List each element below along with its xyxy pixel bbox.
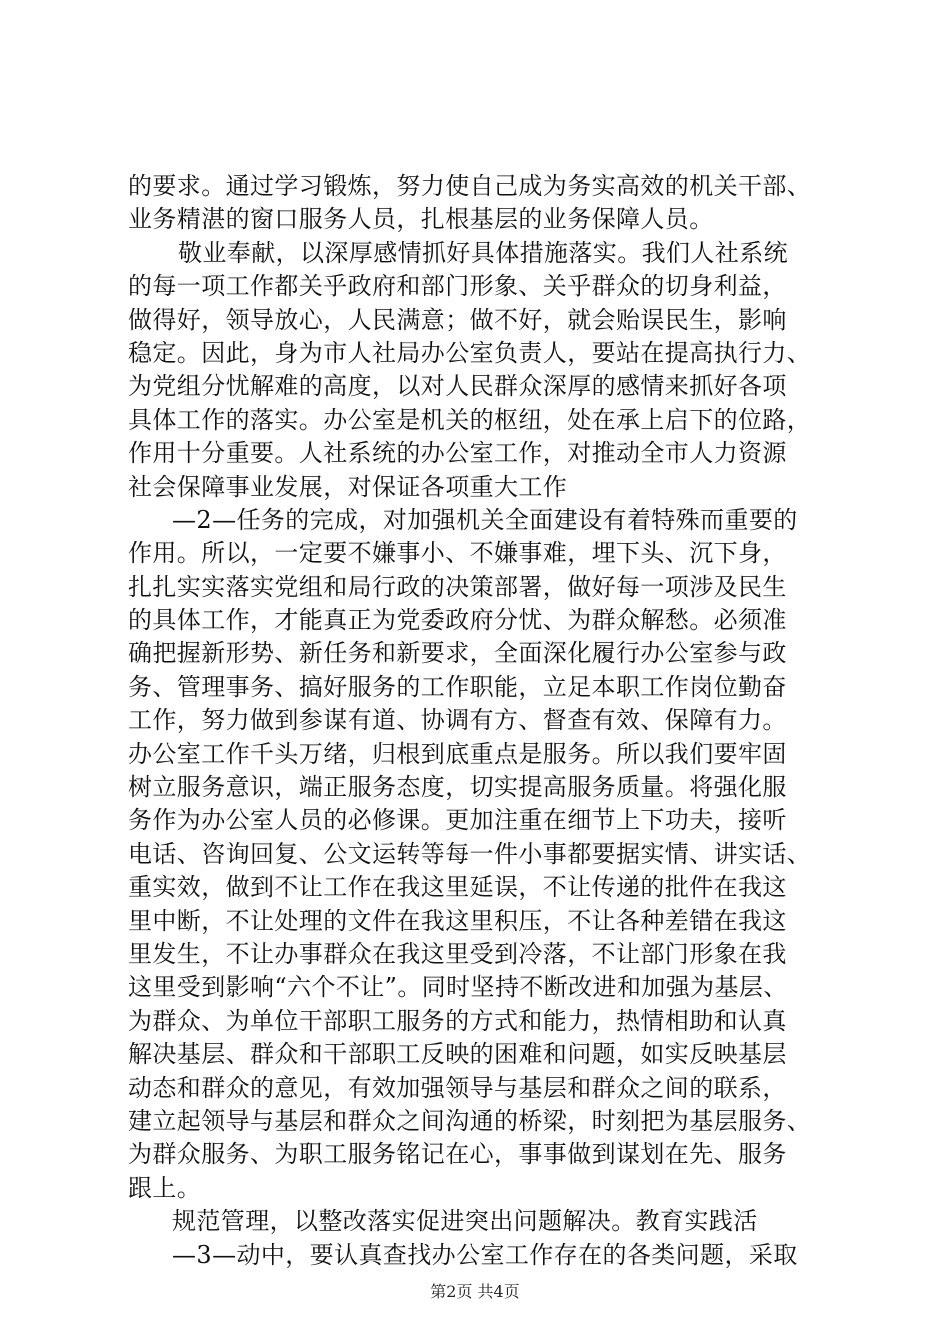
text-line: 务、管理事务、搞好服务的工作职能，立足本职工作岗位勤奋 [128,672,787,701]
text-line: 这里受到影响“六个不让”。同时坚持不断改进和加强为基层、 [128,973,788,1002]
text-line: 的要求。通过学习锻炼，努力使自己成为务实高效的机关干部、 [128,172,812,200]
document-body [128,170,838,1272]
text-line: 树立服务意识，端正服务态度，切实提高服务质量。将强化服 [128,773,787,802]
text-line: 电话、咨询回复、公文运转等每一件小事都要据实情、讲实话、 [128,839,812,868]
text-line: 稳定。因此，身为市人社局办公室负责人，要站在提高执行力、 [128,338,812,367]
text-line: 作用。所以，一定要不嫌事小、不嫌事难，埋下头、沉下身， [128,539,787,568]
text-line: 业务精湛的窗口服务人员，扎根基层的业务保障人员。 [128,205,714,234]
text-line: 作用十分重要。人社系统的办公室工作，对推动全市人力资源 [128,439,787,468]
text-line: 确把握新形势、新任务和新要求，全面深化履行办公室参与政 [128,639,787,668]
text-line: 为党组分忧解难的高度，以对人民群众深厚的感情来抓好各项 [128,372,787,401]
page-marker-line: —3—动中，要认真查找办公室工作存在的各类问题，采取 [172,1240,798,1269]
text-line: 里中断，不让处理的文件在我这里积压，不让各种差错在我这 [128,906,787,935]
text-line: 为群众、为单位干部职工服务的方式和能力，热情相助和认真 [128,1006,787,1035]
text-line: 重实效，做到不让工作在我这里延误，不让传递的批件在我这 [128,873,787,902]
text-line: 扎扎实实落实党组和局行政的决策部署，做好每一项涉及民生 [128,572,787,601]
text-line: 解决基层、群众和干部职工反映的困难和问题，如实反映基层 [128,1040,787,1069]
page-number-footer: 第2页 共4页 [430,1282,520,1301]
text-line: 工作，努力做到参谋有道、协调有方、督查有效、保障有力。 [128,706,787,735]
text-line: 的具体工作，才能真正为党委政府分忧、为群众解愁。必须准 [128,606,787,635]
text-line: 做得好，领导放心，人民满意；做不好，就会贻误民生，影响 [128,305,787,334]
text-line: 的每一项工作都关乎政府和部门形象、关乎群众的切身利益， [128,272,787,301]
text-line: 跟上。 [128,1173,202,1202]
text-line: 建立起领导与基层和群众之间沟通的桥梁，时刻把为基层服务、 [128,1106,812,1135]
paragraph-start-line: 敬业奉献，以深厚感情抓好具体措施落实。我们人社系统 [178,238,788,267]
text-line: 办公室工作千头万绪，归根到底重点是服务。所以我们要牢固 [128,739,787,768]
text-line: 为群众服务、为职工服务铭记在心，事事做到谋划在先、服务 [128,1140,787,1169]
text-line: 具体工作的落实。办公室是机关的枢纽，处在承上启下的位路， [128,405,812,434]
paragraph-start-line: 规范管理，以整改落实促进突出问题解决。教育实践活 [172,1207,758,1236]
text-line: 社会保障事业发展，对保证各项重大工作 [128,472,568,501]
text-line: 动态和群众的意见，有效加强领导与基层和群众之间的联系， [128,1073,787,1102]
text-line: 里发生，不让办事群众在我这里受到冷落，不让部门形象在我 [128,939,787,968]
text-line: 务作为办公室人员的必修课。更加注重在细节上下功夫，接听 [128,806,787,835]
page-marker-line: —2—任务的完成，对加强机关全面建设有着特殊而重要的 [172,505,798,534]
